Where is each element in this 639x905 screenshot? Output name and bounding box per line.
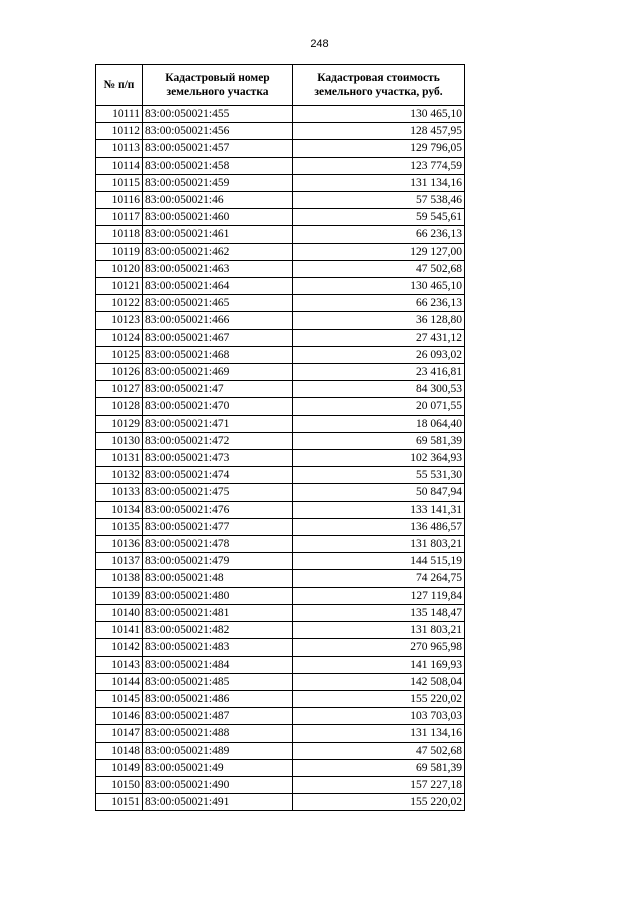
cadastral-value-cell: 27 431,12 (293, 329, 465, 346)
cadastral-number-cell: 83:00:050021:470 (143, 398, 293, 415)
table-row (96, 501, 465, 518)
cadastral-number-cell: 83:00:050021:473 (143, 450, 293, 467)
row-number-cell: 10135 (96, 518, 143, 535)
header-row-number: № п/п (96, 65, 143, 106)
cadastral-value-cell: 131 803,21 (293, 622, 465, 639)
cadastral-number-cell: 83:00:050021:456 (143, 123, 293, 140)
cadastral-number-cell: 83:00:050021:465 (143, 295, 293, 312)
cadastral-value-cell: 130 465,10 (293, 106, 465, 123)
table-row (96, 432, 465, 449)
cadastral-value-cell: 26 093,02 (293, 346, 465, 363)
table-row (96, 604, 465, 621)
row-number-cell: 10148 (96, 742, 143, 759)
cadastral-value-cell: 47 502,68 (293, 260, 465, 277)
row-number-cell: 10145 (96, 690, 143, 707)
row-number-cell: 10134 (96, 501, 143, 518)
cadastral-number-cell: 83:00:050021:458 (143, 157, 293, 174)
table-row (96, 759, 465, 776)
table-row (96, 278, 465, 295)
cadastral-number-cell: 83:00:050021:480 (143, 587, 293, 604)
cadastral-number-cell: 83:00:050021:47 (143, 381, 293, 398)
cadastral-number-cell: 83:00:050021:468 (143, 346, 293, 363)
cadastral-number-cell: 83:00:050021:476 (143, 501, 293, 518)
table-row (96, 467, 465, 484)
cadastral-number-cell: 83:00:050021:463 (143, 260, 293, 277)
cadastral-value-cell: 141 169,93 (293, 656, 465, 673)
cadastral-value-cell: 129 127,00 (293, 243, 465, 260)
row-number-cell: 10116 (96, 192, 143, 209)
table-row (96, 484, 465, 501)
table-row (96, 140, 465, 157)
cadastral-value-cell: 135 148,47 (293, 604, 465, 621)
table-row (96, 450, 465, 467)
cadastral-value-cell: 50 847,94 (293, 484, 465, 501)
cadastral-value-cell: 131 134,16 (293, 174, 465, 191)
row-number-cell: 10121 (96, 278, 143, 295)
table-row (96, 639, 465, 656)
cadastral-number-cell: 83:00:050021:472 (143, 432, 293, 449)
table-row (96, 708, 465, 725)
row-number-cell: 10123 (96, 312, 143, 329)
table-row (96, 346, 465, 363)
cadastral-value-cell: 129 796,05 (293, 140, 465, 157)
cadastral-value-cell: 133 141,31 (293, 501, 465, 518)
cadastral-number-cell: 83:00:050021:461 (143, 226, 293, 243)
table-row (96, 415, 465, 432)
cadastral-value-cell: 66 236,13 (293, 226, 465, 243)
row-number-cell: 10118 (96, 226, 143, 243)
cadastral-number-cell: 83:00:050021:488 (143, 725, 293, 742)
cadastral-value-cell: 18 064,40 (293, 415, 465, 432)
table-row (96, 243, 465, 260)
row-number-cell: 10140 (96, 604, 143, 621)
table-row (96, 260, 465, 277)
header-cadastral-value: Кадастровая стоимость земельного участка, руб. (293, 65, 465, 106)
cadastral-number-cell: 83:00:050021:485 (143, 673, 293, 690)
table-row (96, 794, 465, 811)
row-number-cell: 10128 (96, 398, 143, 415)
row-number-cell: 10129 (96, 415, 143, 432)
cadastral-value-cell: 131 803,21 (293, 536, 465, 553)
cadastral-value-cell: 144 515,19 (293, 553, 465, 570)
table-row (96, 192, 465, 209)
table-row (96, 690, 465, 707)
cadastral-number-cell: 83:00:050021:483 (143, 639, 293, 656)
cadastral-value-cell: 136 486,57 (293, 518, 465, 535)
row-number-cell: 10115 (96, 174, 143, 191)
row-number-cell: 10132 (96, 467, 143, 484)
row-number-cell: 10151 (96, 794, 143, 811)
table-row (96, 776, 465, 793)
cadastral-value-cell: 57 538,46 (293, 192, 465, 209)
cadastral-value-cell: 66 236,13 (293, 295, 465, 312)
cadastral-value-cell: 155 220,02 (293, 690, 465, 707)
cadastral-number-cell: 83:00:050021:49 (143, 759, 293, 776)
table-row (96, 312, 465, 329)
cadastral-value-cell: 59 545,61 (293, 209, 465, 226)
cadastral-value-cell: 103 703,03 (293, 708, 465, 725)
table-row (96, 656, 465, 673)
row-number-cell: 10144 (96, 673, 143, 690)
cadastral-number-cell: 83:00:050021:490 (143, 776, 293, 793)
cadastral-number-cell: 83:00:050021:469 (143, 364, 293, 381)
cadastral-number-cell: 83:00:050021:48 (143, 570, 293, 587)
cadastral-number-cell: 83:00:050021:455 (143, 106, 293, 123)
row-number-cell: 10146 (96, 708, 143, 725)
row-number-cell: 10131 (96, 450, 143, 467)
table-header-row (96, 65, 465, 106)
cadastral-value-cell: 20 071,55 (293, 398, 465, 415)
row-number-cell: 10136 (96, 536, 143, 553)
table-row (96, 673, 465, 690)
table-row (96, 742, 465, 759)
row-number-cell: 10141 (96, 622, 143, 639)
cadastral-value-cell: 23 416,81 (293, 364, 465, 381)
cadastral-value-cell: 270 965,98 (293, 639, 465, 656)
table-row (96, 209, 465, 226)
header-cadastral-number: Кадастровый номер земельного участка (143, 65, 293, 106)
cadastral-value-cell: 69 581,39 (293, 432, 465, 449)
table-row (96, 157, 465, 174)
row-number-cell: 10119 (96, 243, 143, 260)
cadastral-number-cell: 83:00:050021:462 (143, 243, 293, 260)
page-number: 248 (310, 38, 329, 50)
row-number-cell: 10112 (96, 123, 143, 140)
table-row (96, 226, 465, 243)
cadastral-number-cell: 83:00:050021:467 (143, 329, 293, 346)
cadastral-value-cell: 102 364,93 (293, 450, 465, 467)
table-body (96, 106, 465, 811)
cadastral-number-cell: 83:00:050021:457 (143, 140, 293, 157)
table-row (96, 622, 465, 639)
table-row (96, 381, 465, 398)
cadastral-number-cell: 83:00:050021:479 (143, 553, 293, 570)
cadastral-number-cell: 83:00:050021:482 (143, 622, 293, 639)
cadastral-value-cell: 36 128,80 (293, 312, 465, 329)
table-row (96, 587, 465, 604)
cadastral-value-cell: 84 300,53 (293, 381, 465, 398)
cadastral-number-cell: 83:00:050021:471 (143, 415, 293, 432)
cadastral-number-cell: 83:00:050021:491 (143, 794, 293, 811)
table-row (96, 570, 465, 587)
cadastral-value-cell: 47 502,68 (293, 742, 465, 759)
table-row (96, 536, 465, 553)
row-number-cell: 10114 (96, 157, 143, 174)
cadastral-number-cell: 83:00:050021:486 (143, 690, 293, 707)
cadastral-value-cell: 142 508,04 (293, 673, 465, 690)
row-number-cell: 10130 (96, 432, 143, 449)
row-number-cell: 10139 (96, 587, 143, 604)
row-number-cell: 10147 (96, 725, 143, 742)
table-row (96, 398, 465, 415)
table-row (96, 553, 465, 570)
row-number-cell: 10122 (96, 295, 143, 312)
cadastral-number-cell: 83:00:050021:487 (143, 708, 293, 725)
row-number-cell: 10120 (96, 260, 143, 277)
cadastral-value-cell: 155 220,02 (293, 794, 465, 811)
table-row (96, 295, 465, 312)
row-number-cell: 10143 (96, 656, 143, 673)
cadastral-number-cell: 83:00:050021:477 (143, 518, 293, 535)
cadastral-value-cell: 55 531,30 (293, 467, 465, 484)
cadastral-number-cell: 83:00:050021:46 (143, 192, 293, 209)
cadastral-value-cell: 123 774,59 (293, 157, 465, 174)
cadastral-number-cell: 83:00:050021:460 (143, 209, 293, 226)
table-row (96, 518, 465, 535)
table-row (96, 329, 465, 346)
cadastral-value-cell: 130 465,10 (293, 278, 465, 295)
row-number-cell: 10150 (96, 776, 143, 793)
row-number-cell: 10111 (96, 106, 143, 123)
cadastral-number-cell: 83:00:050021:481 (143, 604, 293, 621)
cadastral-number-cell: 83:00:050021:489 (143, 742, 293, 759)
table-row (96, 725, 465, 742)
row-number-cell: 10126 (96, 364, 143, 381)
row-number-cell: 10124 (96, 329, 143, 346)
row-number-cell: 10117 (96, 209, 143, 226)
cadastral-number-cell: 83:00:050021:475 (143, 484, 293, 501)
row-number-cell: 10137 (96, 553, 143, 570)
cadastral-number-cell: 83:00:050021:459 (143, 174, 293, 191)
table-row (96, 106, 465, 123)
cadastral-number-cell: 83:00:050021:464 (143, 278, 293, 295)
cadastral-value-cell: 128 457,95 (293, 123, 465, 140)
row-number-cell: 10138 (96, 570, 143, 587)
table-row (96, 123, 465, 140)
row-number-cell: 10127 (96, 381, 143, 398)
cadastre-table (95, 64, 465, 811)
cadastral-number-cell: 83:00:050021:466 (143, 312, 293, 329)
table-row (96, 364, 465, 381)
row-number-cell: 10133 (96, 484, 143, 501)
table-row (96, 174, 465, 191)
row-number-cell: 10125 (96, 346, 143, 363)
row-number-cell: 10142 (96, 639, 143, 656)
cadastral-value-cell: 127 119,84 (293, 587, 465, 604)
row-number-cell: 10113 (96, 140, 143, 157)
cadastral-number-cell: 83:00:050021:484 (143, 656, 293, 673)
cadastral-value-cell: 131 134,16 (293, 725, 465, 742)
cadastral-value-cell: 69 581,39 (293, 759, 465, 776)
cadastral-value-cell: 157 227,18 (293, 776, 465, 793)
row-number-cell: 10149 (96, 759, 143, 776)
cadastral-number-cell: 83:00:050021:478 (143, 536, 293, 553)
cadastral-value-cell: 74 264,75 (293, 570, 465, 587)
cadastral-number-cell: 83:00:050021:474 (143, 467, 293, 484)
